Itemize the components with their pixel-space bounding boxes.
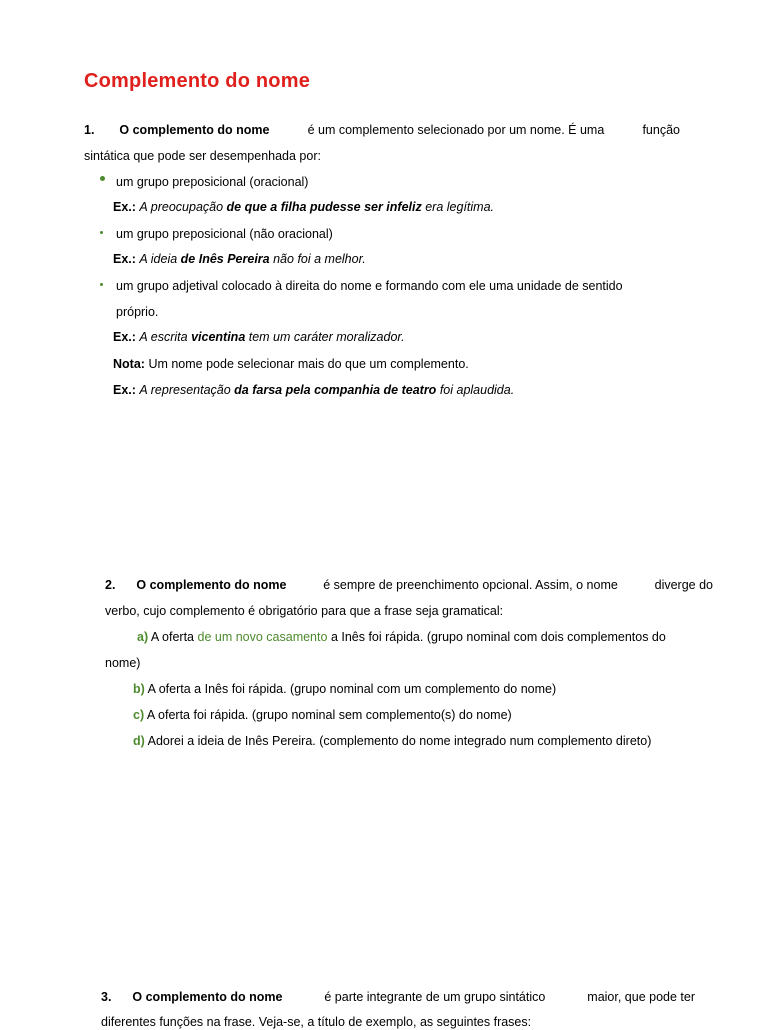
section-1-note xyxy=(113,356,469,372)
example-text: A ideia xyxy=(139,252,178,266)
page-title: Complemento do nome xyxy=(84,70,311,92)
item-label: c) xyxy=(133,708,145,722)
example-label: Ex.: xyxy=(113,200,136,214)
bullet-icon xyxy=(100,176,105,181)
section-1-bullet-3-line-2: próprio. xyxy=(116,305,159,319)
item-text: A oferta a Inês foi rápida. (grupo nominal com um complemento do nome) xyxy=(147,682,557,696)
section-2-line-2: verbo, cujo complemento é obrigatório para que a frase seja gramatical: xyxy=(105,604,504,618)
section-1-example-4 xyxy=(113,382,514,398)
item-label: a) xyxy=(137,630,149,644)
item-text: A oferta foi rápida. (grupo nominal sem complemento(s) do nome) xyxy=(146,708,512,722)
section-3-line-2: diferentes funções na frase. Veja-se, a título de exemplo, as seguintes frases: xyxy=(101,1015,532,1029)
example-label: Ex.: xyxy=(113,383,136,397)
section-1-bullet-2: um grupo preposicional (não oracional) xyxy=(116,227,333,241)
section-2-item-d xyxy=(133,733,651,749)
example-text: não foi a melhor. xyxy=(273,252,366,266)
example-highlight: de que a filha pudesse ser infeliz xyxy=(226,200,422,214)
note-text: Um nome pode selecionar mais do que um complemento. xyxy=(148,357,469,371)
section-1-example-1 xyxy=(113,199,494,215)
section-1-text-end: função xyxy=(642,123,680,137)
section-3-text-end: maior, que pode ter xyxy=(587,990,695,1004)
section-2-line-1 xyxy=(105,577,713,593)
section-1-example-3 xyxy=(113,329,405,345)
section-1-text: é um complemento selecionado por um nome. É uma xyxy=(307,123,605,137)
section-1-number: 1. xyxy=(84,123,95,137)
example-text: foi aplaudida. xyxy=(439,383,515,397)
section-3-line-1 xyxy=(101,989,695,1005)
item-text: a Inês foi rápida. (grupo nominal com dois complementos do xyxy=(330,630,666,644)
example-label: Ex.: xyxy=(113,330,136,344)
item-highlight: de um novo casamento xyxy=(197,630,328,644)
section-1-line-2: sintática que pode ser desempenhada por: xyxy=(84,149,321,163)
section-1-lead xyxy=(84,122,269,138)
section-1-bullet-3 xyxy=(116,278,678,294)
section-3-text: é parte integrante de um grupo sintático xyxy=(324,990,546,1004)
section-2-text: é sempre de preenchimento opcional. Assim, o nome xyxy=(323,578,618,592)
example-text: A representação xyxy=(139,383,231,397)
bullet-3-text: um grupo adjetival colocado à direita do nome e formando com ele uma unidade de sentido xyxy=(116,279,623,293)
section-2-item-b xyxy=(133,681,556,697)
example-text: tem um caráter moralizador. xyxy=(248,330,405,344)
item-text: Adorei a ideia de Inês Pereira. (complemento do nome integrado num complemento direto) xyxy=(147,734,652,748)
example-highlight: da farsa pela companhia de teatro xyxy=(234,383,437,397)
section-2-term: O complemento do nome xyxy=(136,578,287,592)
bullet-icon xyxy=(100,283,103,286)
section-3-lead xyxy=(101,989,282,1005)
section-1-term: O complemento do nome xyxy=(119,123,270,137)
item-label: b) xyxy=(133,682,145,696)
section-1-bullet-1: um grupo preposicional (oracional) xyxy=(116,175,309,189)
example-highlight: de Inês Pereira xyxy=(180,252,270,266)
item-label: d) xyxy=(133,734,145,748)
item-text: A oferta xyxy=(150,630,195,644)
section-1-line-1 xyxy=(84,122,680,138)
example-text: era legítima. xyxy=(425,200,494,214)
example-text: A preocupação xyxy=(139,200,224,214)
section-1-example-2 xyxy=(113,251,366,267)
example-highlight: vicentina xyxy=(191,330,246,344)
section-2-text-end: diverge do xyxy=(654,578,713,592)
section-3-number: 3. xyxy=(101,990,112,1004)
section-2-item-a-line-2: nome) xyxy=(105,656,141,670)
section-3-term: O complemento do nome xyxy=(132,990,283,1004)
example-text: A escrita xyxy=(139,330,188,344)
section-2-item-c xyxy=(133,707,512,723)
section-2-number: 2. xyxy=(105,578,116,592)
section-2-lead xyxy=(105,577,286,593)
note-label: Nota: xyxy=(113,357,145,371)
bullet-icon xyxy=(100,231,103,234)
section-2-item-a xyxy=(137,629,666,645)
example-label: Ex.: xyxy=(113,252,136,266)
